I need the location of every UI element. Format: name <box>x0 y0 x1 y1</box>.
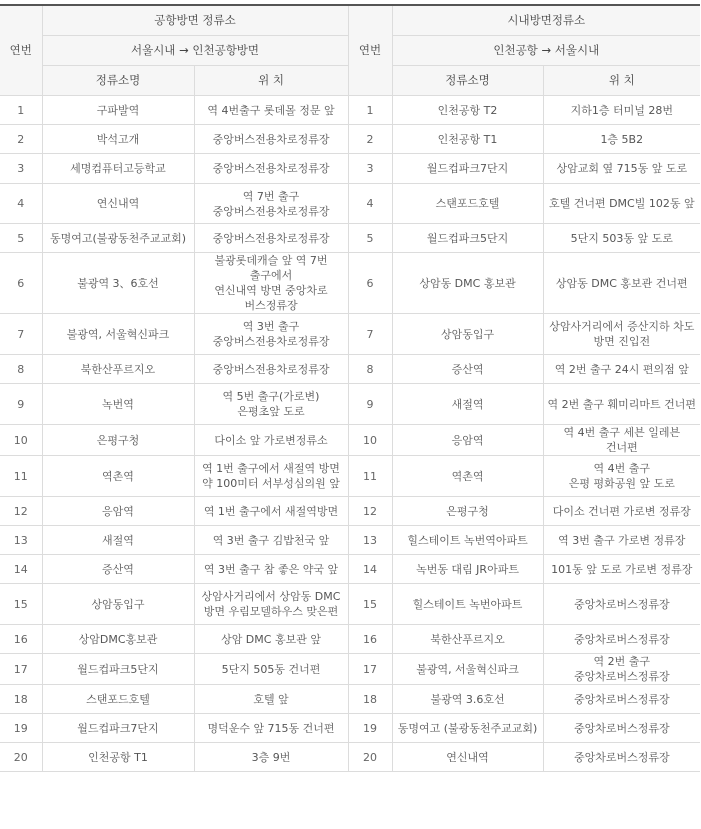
location-line: 역 7번 출구 <box>242 189 300 203</box>
location-line: 중앙버스전용차로정류장 <box>212 204 330 218</box>
left-stop-name: 역촌역 <box>42 456 194 497</box>
right-stop-name: 녹번동 대림 JR아파트 <box>392 555 543 584</box>
table-row <box>0 555 700 584</box>
right-row-number: 7 <box>348 314 392 355</box>
left-row-number: 15 <box>0 584 42 625</box>
right-stop-location <box>543 714 700 743</box>
right-row-number: 16 <box>348 625 392 654</box>
right-row-number: 15 <box>348 584 392 625</box>
right-row-number: 19 <box>348 714 392 743</box>
left-stop-name: 세명컴퓨터고등학교 <box>42 154 194 184</box>
right-stop-name: 월드컵파크7단지 <box>392 154 543 184</box>
table-row <box>0 714 700 743</box>
left-row-number: 18 <box>0 685 42 714</box>
left-stop-location <box>194 314 348 355</box>
left-stop-name: 상암동입구 <box>42 584 194 625</box>
left-stop-name: 불광역, 서울혁신파크 <box>42 314 194 355</box>
right-stop-location <box>543 425 700 456</box>
location-line: 역 4번 출구 <box>593 462 651 475</box>
table-row <box>0 125 700 154</box>
location-line: 상암 DMC 홍보관 앞 <box>221 632 321 646</box>
left-row-number: 19 <box>0 714 42 743</box>
right-row-number: 11 <box>348 456 392 497</box>
left-stop-location <box>194 96 348 125</box>
right-stop-location <box>543 224 700 253</box>
left-stop-location <box>194 555 348 584</box>
right-stop-location <box>543 584 700 625</box>
left-stop-location <box>194 425 348 456</box>
left-row-number: 4 <box>0 184 42 224</box>
left-row-number: 1 <box>0 96 42 125</box>
table-body <box>0 96 700 772</box>
header-num-left: 연번 <box>0 5 42 96</box>
location-line: 3층 9번 <box>251 750 291 764</box>
left-stop-location <box>194 154 348 184</box>
header-left-location: 위 치 <box>194 66 348 96</box>
location-line: 역 3번 출구 가로변 정류장 <box>558 533 686 547</box>
left-row-number: 9 <box>0 384 42 425</box>
location-line: 상암동 DMC 홍보관 건너편 <box>555 276 688 290</box>
location-line: 중앙차로버스정류장 <box>573 721 670 735</box>
right-row-number: 2 <box>348 125 392 154</box>
left-row-number: 11 <box>0 456 42 497</box>
right-row-number: 13 <box>348 526 392 555</box>
left-stop-location <box>194 224 348 253</box>
table-row <box>0 355 700 384</box>
location-line: 호텔 건너편 DMC빌 102동 앞 <box>548 197 695 210</box>
header-left-direction: 서울시내 → 인천공항방면 <box>42 36 348 66</box>
location-line: 명덕운수 앞 715동 건너편 <box>207 721 335 735</box>
right-row-number: 3 <box>348 154 392 184</box>
left-stop-name: 은평구청 <box>42 425 194 456</box>
left-stop-name: 녹번역 <box>42 384 194 425</box>
right-row-number: 14 <box>348 555 392 584</box>
right-stop-name: 힐스테이트 녹번아파트 <box>392 584 543 625</box>
left-row-number: 3 <box>0 154 42 184</box>
left-stop-location <box>194 743 348 772</box>
right-stop-location <box>543 526 700 555</box>
right-stop-name: 스탠포드호텔 <box>392 184 543 224</box>
bus-stop-table <box>0 4 700 772</box>
right-stop-location <box>543 685 700 714</box>
location-line: 상암사거리에서 증산지하 차도 <box>549 320 695 333</box>
location-line: 역 2번 출구 24시 편의점 앞 <box>554 362 689 376</box>
location-line: 중앙차로버스정류장 <box>573 750 670 764</box>
left-row-number: 12 <box>0 497 42 526</box>
right-stop-name: 증산역 <box>392 355 543 384</box>
table-row <box>0 685 700 714</box>
left-stop-location <box>194 654 348 685</box>
location-line: 상암사거리에서 상암동 DMC <box>201 590 341 603</box>
left-row-number: 5 <box>0 224 42 253</box>
right-stop-name: 상암동입구 <box>392 314 543 355</box>
header-num-right: 연번 <box>348 5 392 96</box>
table-row <box>0 384 700 425</box>
right-row-number: 18 <box>348 685 392 714</box>
location-line: 101동 앞 도로 가로변 정류장 <box>551 562 693 576</box>
right-stop-location <box>543 555 700 584</box>
location-line: 역 5번 출구(가로변) <box>222 390 320 403</box>
header-right-title: 시내방면정류소 <box>392 5 700 36</box>
location-line: 중앙차로버스정류장 <box>573 597 670 611</box>
right-stop-name: 불광역, 서울혁신파크 <box>392 654 543 685</box>
left-stop-location <box>194 184 348 224</box>
left-stop-location <box>194 625 348 654</box>
location-line: 역 4번 출구 세븐 일레븐 건너편 <box>563 426 681 454</box>
left-stop-location <box>194 355 348 384</box>
right-row-number: 17 <box>348 654 392 685</box>
location-line: 중앙버스전용차로정류장 <box>212 132 330 146</box>
right-stop-location <box>543 314 700 355</box>
table-row <box>0 654 700 685</box>
location-line: 다이소 건너편 가로변 정류장 <box>552 504 691 518</box>
right-stop-location <box>543 355 700 384</box>
left-stop-location <box>194 685 348 714</box>
header-left-stop: 정류소명 <box>42 66 194 96</box>
left-row-number: 7 <box>0 314 42 355</box>
location-line: 5단지 505동 건너편 <box>221 662 321 676</box>
left-row-number: 2 <box>0 125 42 154</box>
right-stop-location <box>543 625 700 654</box>
left-stop-name: 연신내역 <box>42 184 194 224</box>
location-line: 방면 우림모델하우스 맞은편 <box>203 605 339 618</box>
table-row <box>0 253 700 314</box>
location-line: 역 2번 출구 훼미리마트 건너편 <box>547 397 697 411</box>
right-stop-location <box>543 384 700 425</box>
right-stop-name: 응암역 <box>392 425 543 456</box>
right-stop-name: 인천공항 T2 <box>392 96 543 125</box>
left-row-number: 16 <box>0 625 42 654</box>
table-row <box>0 425 700 456</box>
location-line: 중앙차로버스정류장 <box>573 632 670 646</box>
right-stop-name: 불광역 3.6호선 <box>392 685 543 714</box>
left-stop-name: 불광역 3、6호선 <box>42 253 194 314</box>
right-stop-name: 역촌역 <box>392 456 543 497</box>
right-row-number: 6 <box>348 253 392 314</box>
location-line: 중앙버스전용차로정류장 <box>212 231 330 245</box>
left-stop-name: 구파발역 <box>42 96 194 125</box>
left-stop-name: 상암DMC홍보관 <box>42 625 194 654</box>
location-line: 중앙버스전용차로정류장 <box>212 335 330 348</box>
location-line: 은평 평화공원 앞 도로 <box>568 477 675 490</box>
location-line: 방면 진입전 <box>593 335 651 348</box>
header-right-stop: 정류소명 <box>392 66 543 96</box>
right-row-number: 8 <box>348 355 392 384</box>
right-stop-name: 월드컵파크5단지 <box>392 224 543 253</box>
right-stop-name: 동명여고 (불광동천주교교회) <box>392 714 543 743</box>
location-line: 약 100미터 서부성심의원 앞 <box>202 477 340 490</box>
right-stop-name: 은평구청 <box>392 497 543 526</box>
location-line: 역 1번 출구에서 새절역 방면 <box>202 462 340 475</box>
left-stop-name: 인천공항 T1 <box>42 743 194 772</box>
right-stop-name: 힐스테이트 녹번역아파트 <box>392 526 543 555</box>
location-line: 연신내역 방면 중앙차로 <box>214 284 328 297</box>
right-stop-location <box>543 654 700 685</box>
location-line: 중앙버스전용차로정류장 <box>212 362 330 376</box>
header-right-location: 위 치 <box>543 66 700 96</box>
left-stop-location <box>194 125 348 154</box>
right-row-number: 12 <box>348 497 392 526</box>
right-stop-location <box>543 184 700 224</box>
table-row <box>0 154 700 184</box>
left-stop-location <box>194 714 348 743</box>
left-stop-name: 증산역 <box>42 555 194 584</box>
right-row-number: 20 <box>348 743 392 772</box>
left-stop-location <box>194 584 348 625</box>
table-row <box>0 625 700 654</box>
left-stop-location <box>194 526 348 555</box>
location-line: 역 3번 출구 김밥천국 앞 <box>212 533 330 547</box>
left-row-number: 8 <box>0 355 42 384</box>
header-left-title: 공항방면 정류소 <box>42 5 348 36</box>
left-row-number: 20 <box>0 743 42 772</box>
table-row <box>0 497 700 526</box>
right-stop-name: 북한산푸르지오 <box>392 625 543 654</box>
location-line: 역 1번 출구에서 새절역방면 <box>203 504 339 518</box>
right-stop-name: 새절역 <box>392 384 543 425</box>
right-stop-name: 상암동 DMC 홍보관 <box>392 253 543 314</box>
right-stop-location <box>543 154 700 184</box>
location-line: 중앙버스전용차로정류장 <box>212 162 330 175</box>
right-row-number: 5 <box>348 224 392 253</box>
right-row-number: 1 <box>348 96 392 125</box>
location-line: 상암교회 옆 715동 앞 도로 <box>556 162 688 175</box>
left-stop-location <box>194 497 348 526</box>
right-stop-location <box>543 497 700 526</box>
left-row-number: 13 <box>0 526 42 555</box>
left-stop-name: 동명여고(불광동천주교교회) <box>42 224 194 253</box>
table-row <box>0 224 700 253</box>
table-row <box>0 184 700 224</box>
left-stop-name: 응암역 <box>42 497 194 526</box>
left-row-number: 14 <box>0 555 42 584</box>
table-row <box>0 314 700 355</box>
left-stop-name: 월드컵파크5단지 <box>42 654 194 685</box>
left-stop-name: 북한산푸르지오 <box>42 355 194 384</box>
table-row <box>0 743 700 772</box>
right-row-number: 4 <box>348 184 392 224</box>
location-line: 다이소 앞 가로변정류소 <box>214 433 328 447</box>
right-stop-location <box>543 253 700 314</box>
left-row-number: 17 <box>0 654 42 685</box>
right-row-number: 10 <box>348 425 392 456</box>
location-line: 호텔 앞 <box>253 692 289 706</box>
right-stop-location <box>543 125 700 154</box>
location-line: 중앙차로버스정류장 <box>573 692 670 706</box>
right-stop-location <box>543 743 700 772</box>
location-line: 역 3번 출구 <box>242 320 300 333</box>
table-row <box>0 96 700 125</box>
right-stop-name: 인천공항 T1 <box>392 125 543 154</box>
location-line: 불광롯데캐슬 앞 역 7번 출구에서 <box>214 254 328 282</box>
header-right-direction: 인천공항 → 서울시내 <box>392 36 700 66</box>
right-stop-location <box>543 456 700 497</box>
left-row-number: 10 <box>0 425 42 456</box>
left-row-number: 6 <box>0 253 42 314</box>
location-line: 역 3번 출구 참 좋은 약국 앞 <box>203 562 339 576</box>
table-row <box>0 456 700 497</box>
right-row-number: 9 <box>348 384 392 425</box>
location-line: 역 4번출구 롯데몰 정문 앞 <box>207 103 335 117</box>
location-line: 역 2번 출구 중앙차로버스정류장 <box>573 655 670 683</box>
right-stop-name: 연신내역 <box>392 743 543 772</box>
left-stop-location <box>194 253 348 314</box>
location-line: 은평초앞 도로 <box>237 405 305 418</box>
right-stop-location <box>543 96 700 125</box>
location-line: 지하1층 터미널 28번 <box>570 103 673 117</box>
left-stop-name: 박석고개 <box>42 125 194 154</box>
left-stop-name: 스탠포드호텔 <box>42 685 194 714</box>
left-stop-name: 월드컵파크7단지 <box>42 714 194 743</box>
location-line: 1층 5B2 <box>600 132 644 146</box>
left-stop-location <box>194 384 348 425</box>
table-row <box>0 584 700 625</box>
location-line: 5단지 503동 앞 도로 <box>570 231 673 245</box>
left-stop-name: 새절역 <box>42 526 194 555</box>
table-row <box>0 526 700 555</box>
left-stop-location <box>194 456 348 497</box>
location-line: 버스정류장 <box>244 299 298 312</box>
